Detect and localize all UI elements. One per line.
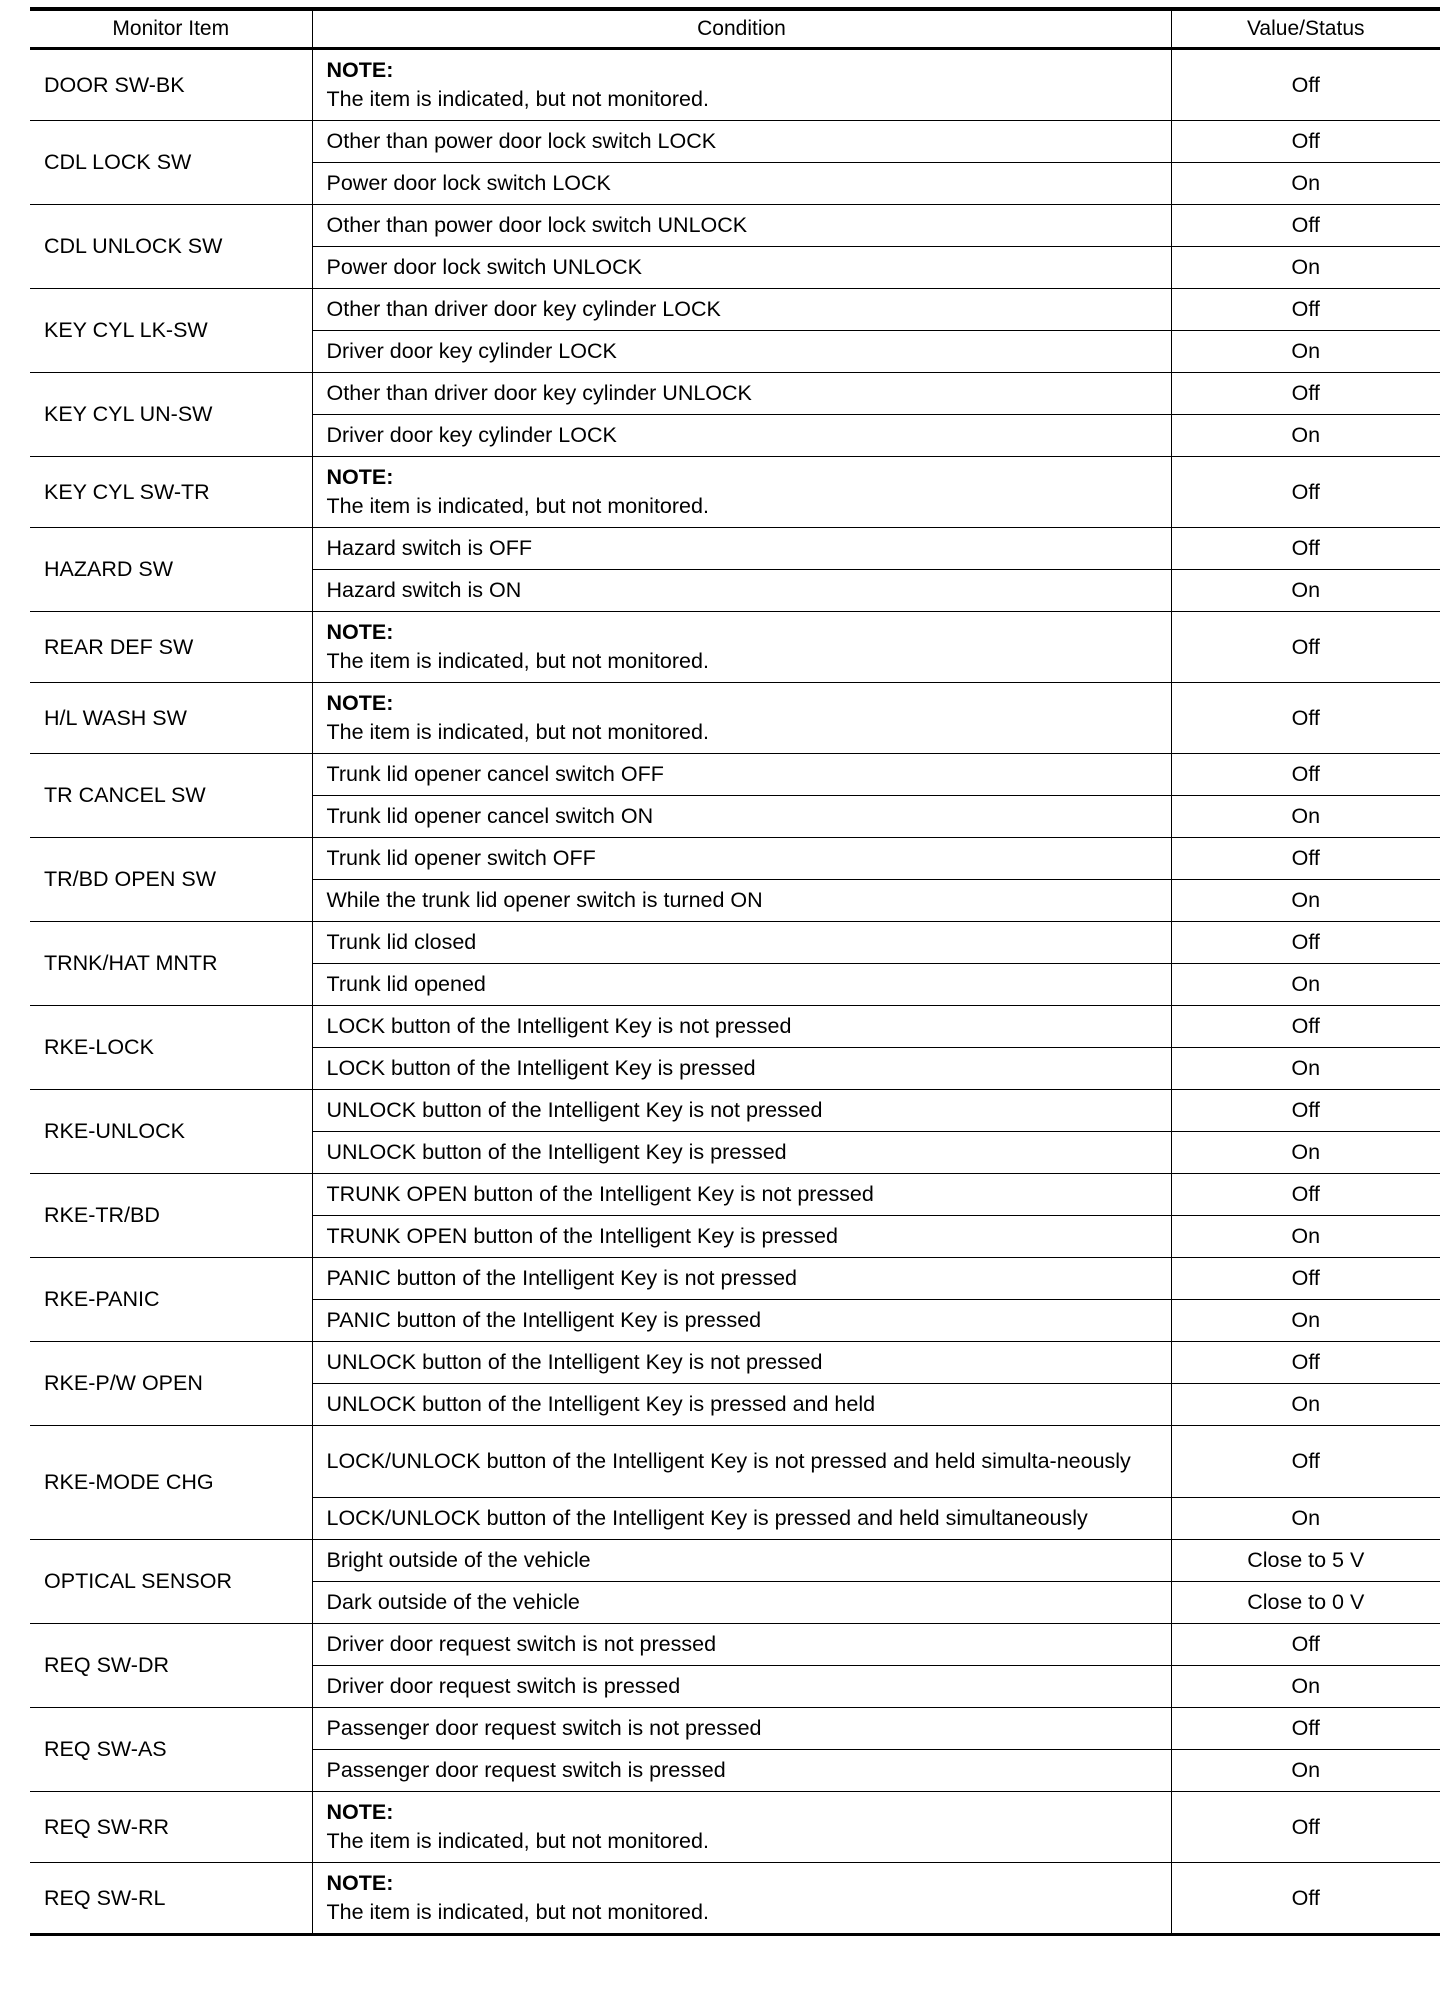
value-status-cell: Off xyxy=(1171,49,1440,121)
value-status-cell: Off xyxy=(1171,1342,1440,1384)
monitor-item-cell: CDL LOCK SW xyxy=(30,121,312,205)
table-body xyxy=(30,49,1440,1935)
condition-cell: Driver door request switch is pressed xyxy=(312,1666,1171,1708)
monitor-item-cell: OPTICAL SENSOR xyxy=(30,1540,312,1624)
value-status-cell: On xyxy=(1171,964,1440,1006)
table-row xyxy=(30,205,1440,247)
note-label: NOTE: xyxy=(326,58,394,82)
monitor-item-cell: TRNK/HAT MNTR xyxy=(30,922,312,1006)
condition-cell xyxy=(312,612,1171,683)
condition-cell xyxy=(312,457,1171,528)
value-status-cell: On xyxy=(1171,1384,1440,1426)
monitor-item-cell: RKE-UNLOCK xyxy=(30,1090,312,1174)
monitor-item-cell: KEY CYL SW-TR xyxy=(30,457,312,528)
condition-cell: TRUNK OPEN button of the Intelligent Key is not pressed xyxy=(312,1174,1171,1216)
condition-cell: PANIC button of the Intelligent Key is not pressed xyxy=(312,1258,1171,1300)
condition-cell: Trunk lid closed xyxy=(312,922,1171,964)
table-row xyxy=(30,457,1440,528)
table-header-row xyxy=(30,9,1440,49)
condition-cell: LOCK/UNLOCK button of the Intelligent Key is not pressed and held simulta-neously xyxy=(312,1426,1171,1498)
table-row xyxy=(30,838,1440,880)
table-row xyxy=(30,373,1440,415)
condition-cell: Power door lock switch UNLOCK xyxy=(312,247,1171,289)
monitor-item-cell: KEY CYL LK-SW xyxy=(30,289,312,373)
value-status-cell: Off xyxy=(1171,205,1440,247)
value-status-cell: On xyxy=(1171,570,1440,612)
table-row xyxy=(30,683,1440,754)
monitor-item-table xyxy=(30,7,1440,1936)
monitor-item-cell: REAR DEF SW xyxy=(30,612,312,683)
value-status-cell: Off xyxy=(1171,754,1440,796)
monitor-item-cell: RKE-PANIC xyxy=(30,1258,312,1342)
value-status-cell: On xyxy=(1171,247,1440,289)
table-row xyxy=(30,1426,1440,1498)
table-row xyxy=(30,121,1440,163)
condition-cell xyxy=(312,1863,1171,1935)
condition-cell: UNLOCK button of the Intelligent Key is not pressed xyxy=(312,1342,1171,1384)
value-status-cell: Off xyxy=(1171,1708,1440,1750)
condition-cell: Other than power door lock switch UNLOCK xyxy=(312,205,1171,247)
value-status-cell: Close to 0 V xyxy=(1171,1582,1440,1624)
value-status-cell: Off xyxy=(1171,922,1440,964)
condition-cell: LOCK/UNLOCK button of the Intelligent Key is pressed and held simultaneously xyxy=(312,1498,1171,1540)
condition-cell: While the trunk lid opener switch is turned ON xyxy=(312,880,1171,922)
condition-cell: Trunk lid opened xyxy=(312,964,1171,1006)
condition-cell xyxy=(312,683,1171,754)
monitor-item-cell: DOOR SW-BK xyxy=(30,49,312,121)
value-status-cell: Close to 5 V xyxy=(1171,1540,1440,1582)
table-row xyxy=(30,1863,1440,1935)
note-label: NOTE: xyxy=(326,620,394,644)
condition-cell: Hazard switch is ON xyxy=(312,570,1171,612)
value-status-cell: Off xyxy=(1171,1174,1440,1216)
note-label: NOTE: xyxy=(326,1871,394,1895)
note-text: The item is indicated, but not monitored. xyxy=(326,87,709,111)
table-row xyxy=(30,1540,1440,1582)
monitor-item-cell: REQ SW-RL xyxy=(30,1863,312,1935)
note-text: The item is indicated, but not monitored. xyxy=(326,1900,709,1924)
condition-cell: UNLOCK button of the Intelligent Key is pressed xyxy=(312,1132,1171,1174)
header-value-status: Value/Status xyxy=(1171,9,1440,49)
condition-cell: Hazard switch is OFF xyxy=(312,528,1171,570)
monitor-item-cell: RKE-MODE CHG xyxy=(30,1426,312,1540)
value-status-cell: Off xyxy=(1171,1258,1440,1300)
monitor-item-table-page xyxy=(30,7,1440,1936)
condition-cell: UNLOCK button of the Intelligent Key is pressed and held xyxy=(312,1384,1171,1426)
value-status-cell: On xyxy=(1171,1216,1440,1258)
value-status-cell: On xyxy=(1171,163,1440,205)
table-row xyxy=(30,528,1440,570)
condition-cell: Passenger door request switch is not pressed xyxy=(312,1708,1171,1750)
monitor-item-cell: KEY CYL UN-SW xyxy=(30,373,312,457)
value-status-cell: On xyxy=(1171,880,1440,922)
value-status-cell: On xyxy=(1171,1300,1440,1342)
condition-cell: Other than power door lock switch LOCK xyxy=(312,121,1171,163)
value-status-cell: On xyxy=(1171,415,1440,457)
header-condition: Condition xyxy=(312,9,1171,49)
condition-cell xyxy=(312,49,1171,121)
table-row xyxy=(30,1174,1440,1216)
condition-cell: Driver door key cylinder LOCK xyxy=(312,415,1171,457)
note-text: The item is indicated, but not monitored. xyxy=(326,649,709,673)
value-status-cell: Off xyxy=(1171,612,1440,683)
monitor-item-cell: REQ SW-AS xyxy=(30,1708,312,1792)
monitor-item-cell: CDL UNLOCK SW xyxy=(30,205,312,289)
table-row xyxy=(30,1342,1440,1384)
header-monitor-item: Monitor Item xyxy=(30,9,312,49)
condition-cell: Bright outside of the vehicle xyxy=(312,1540,1171,1582)
monitor-item-cell: RKE-TR/BD xyxy=(30,1174,312,1258)
monitor-item-cell: HAZARD SW xyxy=(30,528,312,612)
value-status-cell: Off xyxy=(1171,457,1440,528)
condition-cell: Trunk lid opener cancel switch ON xyxy=(312,796,1171,838)
value-status-cell: Off xyxy=(1171,838,1440,880)
table-row xyxy=(30,922,1440,964)
note-text: The item is indicated, but not monitored. xyxy=(326,1829,709,1853)
note-text: The item is indicated, but not monitored. xyxy=(326,494,709,518)
value-status-cell: On xyxy=(1171,1666,1440,1708)
value-status-cell: Off xyxy=(1171,1090,1440,1132)
condition-cell: Other than driver door key cylinder UNLOCK xyxy=(312,373,1171,415)
table-row xyxy=(30,612,1440,683)
value-status-cell: Off xyxy=(1171,289,1440,331)
value-status-cell: On xyxy=(1171,331,1440,373)
condition-cell: Trunk lid opener switch OFF xyxy=(312,838,1171,880)
value-status-cell: On xyxy=(1171,1132,1440,1174)
condition-cell: LOCK button of the Intelligent Key is not pressed xyxy=(312,1006,1171,1048)
value-status-cell: Off xyxy=(1171,1792,1440,1863)
condition-cell: Power door lock switch LOCK xyxy=(312,163,1171,205)
monitor-item-cell: RKE-P/W OPEN xyxy=(30,1342,312,1426)
monitor-item-cell: REQ SW-RR xyxy=(30,1792,312,1863)
condition-cell xyxy=(312,1792,1171,1863)
condition-cell: Passenger door request switch is pressed xyxy=(312,1750,1171,1792)
table-row xyxy=(30,1258,1440,1300)
condition-cell: Driver door request switch is not pressed xyxy=(312,1624,1171,1666)
value-status-cell: On xyxy=(1171,1048,1440,1090)
value-status-cell: Off xyxy=(1171,1006,1440,1048)
table-row xyxy=(30,1090,1440,1132)
table-row xyxy=(30,49,1440,121)
note-label: NOTE: xyxy=(326,1800,394,1824)
note-text: The item is indicated, but not monitored. xyxy=(326,720,709,744)
monitor-item-cell: RKE-LOCK xyxy=(30,1006,312,1090)
condition-cell: Other than driver door key cylinder LOCK xyxy=(312,289,1171,331)
condition-cell: UNLOCK button of the Intelligent Key is not pressed xyxy=(312,1090,1171,1132)
value-status-cell: Off xyxy=(1171,683,1440,754)
condition-cell: Dark outside of the vehicle xyxy=(312,1582,1171,1624)
value-status-cell: On xyxy=(1171,796,1440,838)
value-status-cell: Off xyxy=(1171,373,1440,415)
value-status-cell: Off xyxy=(1171,1624,1440,1666)
condition-cell: LOCK button of the Intelligent Key is pressed xyxy=(312,1048,1171,1090)
note-label: NOTE: xyxy=(326,691,394,715)
value-status-cell: Off xyxy=(1171,528,1440,570)
condition-cell: Trunk lid opener cancel switch OFF xyxy=(312,754,1171,796)
value-status-cell: Off xyxy=(1171,1426,1440,1498)
monitor-item-cell: TR CANCEL SW xyxy=(30,754,312,838)
condition-cell: Driver door key cylinder LOCK xyxy=(312,331,1171,373)
monitor-item-cell: REQ SW-DR xyxy=(30,1624,312,1708)
monitor-item-cell: H/L WASH SW xyxy=(30,683,312,754)
table-row xyxy=(30,754,1440,796)
table-row xyxy=(30,289,1440,331)
table-row xyxy=(30,1708,1440,1750)
note-label: NOTE: xyxy=(326,465,394,489)
condition-cell: PANIC button of the Intelligent Key is pressed xyxy=(312,1300,1171,1342)
value-status-cell: On xyxy=(1171,1750,1440,1792)
table-row xyxy=(30,1792,1440,1863)
table-row xyxy=(30,1006,1440,1048)
monitor-item-cell: TR/BD OPEN SW xyxy=(30,838,312,922)
value-status-cell: On xyxy=(1171,1498,1440,1540)
value-status-cell: Off xyxy=(1171,121,1440,163)
table-row xyxy=(30,1624,1440,1666)
value-status-cell: Off xyxy=(1171,1863,1440,1935)
condition-cell: TRUNK OPEN button of the Intelligent Key is pressed xyxy=(312,1216,1171,1258)
